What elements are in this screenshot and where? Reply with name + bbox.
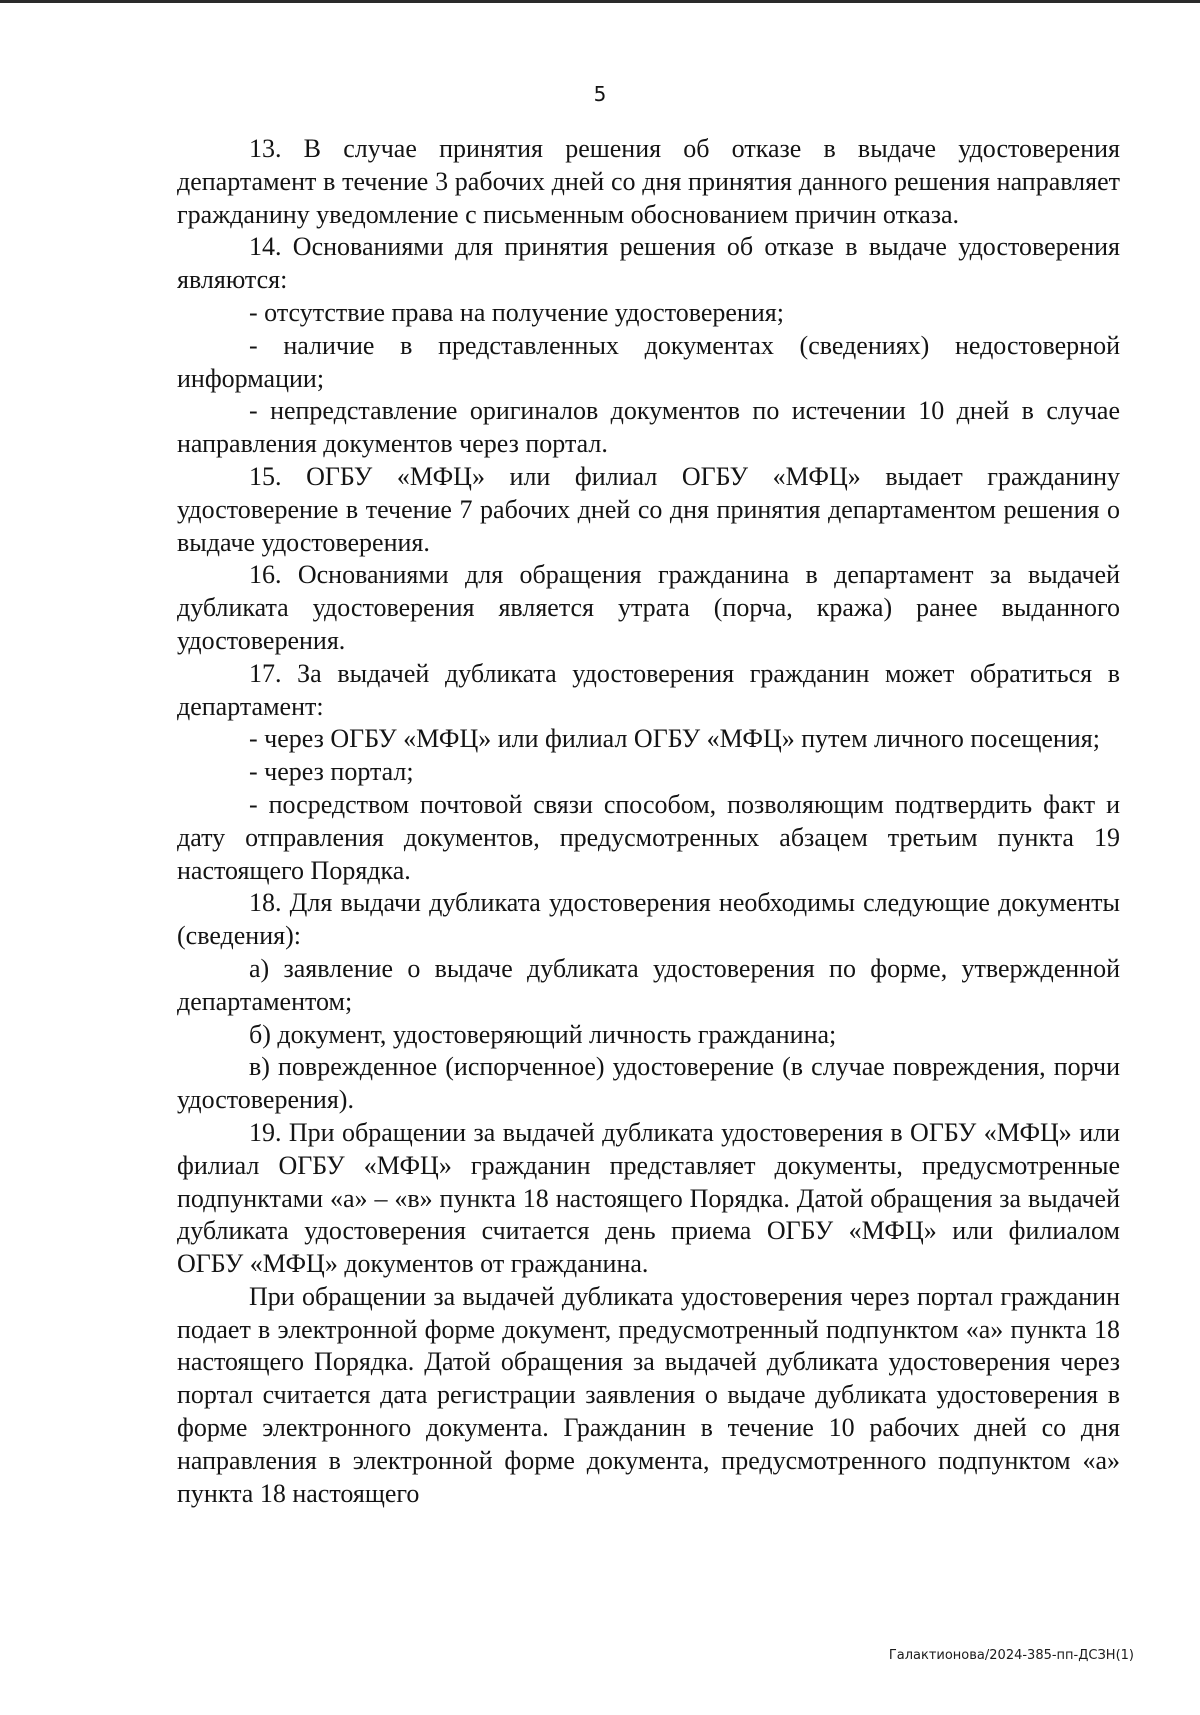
list-item: а) заявление о выдаче дубликата удостоверения по форме, утвержденной департаментом; bbox=[177, 953, 1120, 1016]
list-item: - непредставление оригиналов документов по истечении 10 дней в случае направления документов через портал. bbox=[177, 396, 1120, 459]
paragraph-16: 16. Основаниями для обращения гражданина в департамент за выдачей дубликата удостоверения является утрата (порча, кража) ранее выданного удостоверения. bbox=[177, 560, 1120, 655]
paragraph-19: 19. При обращении за выдачей дубликата удостоверения в ОГБУ «МФЦ» или филиал ОГБУ «МФЦ» гражданин представляет документы, предусмотренные подпунктами «а» – «в» пункта 18 настоящего Порядка. Датой обращения за выдачей дубликата удостоверения считается день приема ОГБУ «МФЦ» или филиалом ОГБУ «МФЦ» документов от гражданина. bbox=[177, 1117, 1120, 1279]
list-item: - наличие в представленных документах (сведениях) недостоверной информации; bbox=[177, 330, 1120, 393]
paragraph-17: 17. За выдачей дубликата удостоверения гражданин может обратиться в департамент: bbox=[177, 658, 1120, 721]
paragraph-15: 15. ОГБУ «МФЦ» или филиал ОГБУ «МФЦ» выдает гражданину удостоверение в течение 7 рабочих дней со дня принятия департаментом решения о выдаче удостоверения. bbox=[177, 461, 1120, 557]
paragraph-13: 13. В случае принятия решения об отказе в выдаче удостоверения департамент в течение 3 рабочих дней со дня принятия данного решения направляет гражданину уведомление с письменным обоснованием причин отказа. bbox=[177, 134, 1120, 229]
scan-top-edge bbox=[0, 0, 1200, 3]
list-item: - посредством почтовой связи способом, позволяющим подтвердить факт и дату отправления документов, предусмотренных абзацем третьим пункта 19 настоящего Порядка. bbox=[177, 789, 1120, 885]
paragraph-18: 18. Для выдачи дубликата удостоверения необходимы следующие документы (сведения): bbox=[177, 888, 1120, 951]
footer-document-reference: Галактионова/2024-385-пп-ДСЗН(1) bbox=[888, 1648, 1134, 1663]
list-item: б) документ, удостоверяющий личность гражданина; bbox=[249, 1019, 837, 1049]
list-item: - через ОГБУ «МФЦ» или филиал ОГБУ «МФЦ» путем личного посещения; bbox=[249, 724, 1100, 754]
document-body bbox=[177, 133, 1120, 1510]
paragraph-14: 14. Основаниями для принятия решения об отказе в выдаче удостоверения являются: bbox=[177, 232, 1120, 295]
list-item: - отсутствие права на получение удостоверения; bbox=[249, 297, 784, 327]
list-item: - через портал; bbox=[249, 757, 414, 787]
paragraph-19-continued: При обращении за выдачей дубликата удостоверения через портал гражданин подает в электронной форме документ, предусмотренный подпунктом «а» пункта 18 настоящего Порядка. Датой обращения за выдачей дубликата удостоверения через портал считается дата регистрации заявления о выдаче дубликата удостоверения в форме электронного документа. Гражданин в течение 10 рабочих дней со дня направления в электронной форме документа, предусмотренного подпунктом «а» пункта 18 настоящего bbox=[177, 1281, 1120, 1508]
list-item: в) поврежденное (испорченное) удостоверение (в случае повреждения, порчи удостоверения). bbox=[177, 1052, 1120, 1115]
page-number: 5 bbox=[593, 82, 607, 106]
